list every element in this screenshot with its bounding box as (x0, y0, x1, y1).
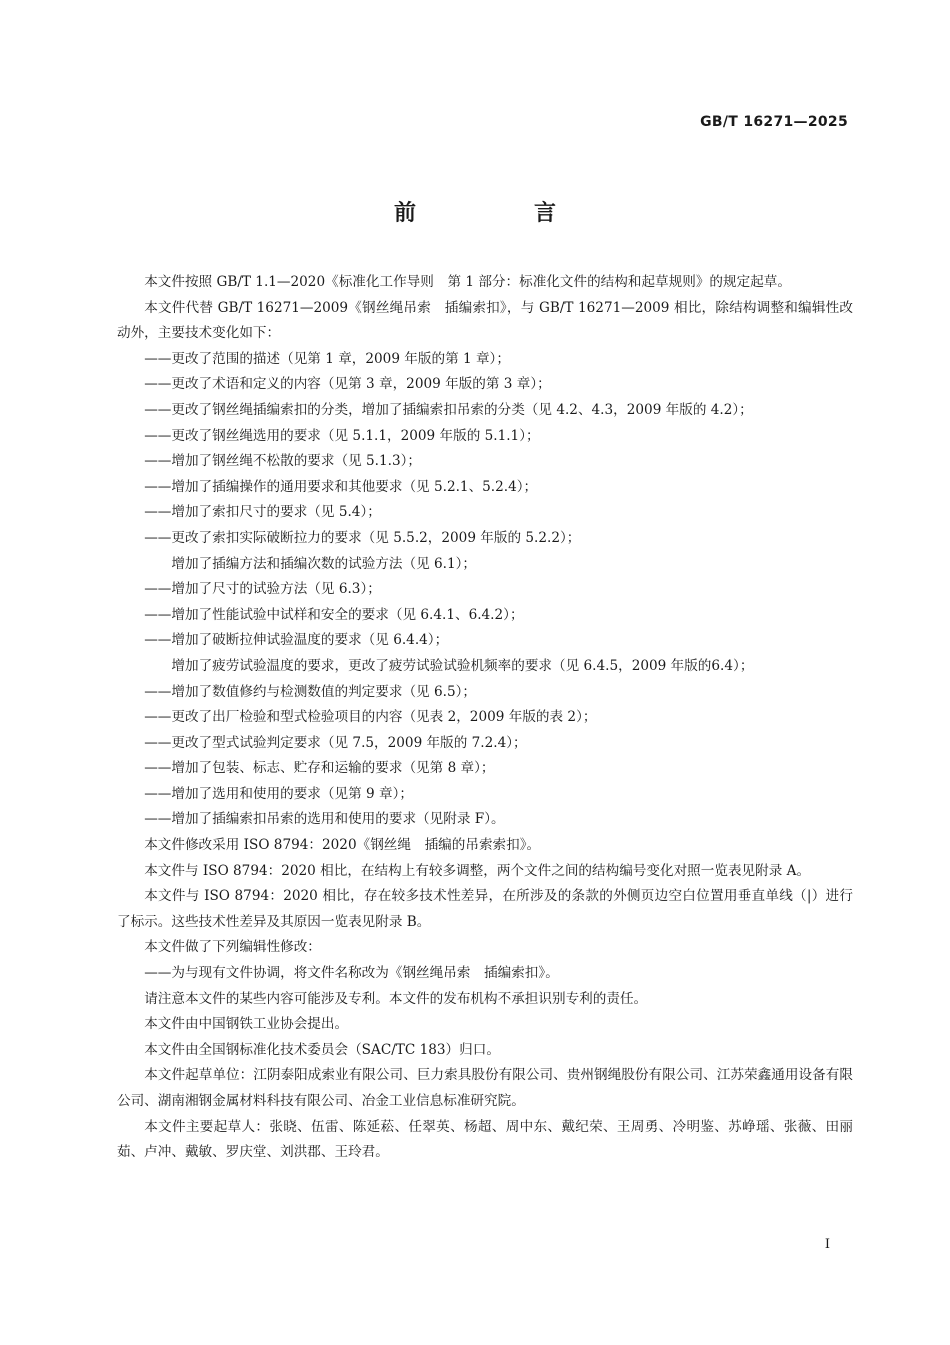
list-item: ——增加了钢丝绳不松散的要求（见 5.1.3）； (144, 453, 421, 470)
list-item: ——增加了插编索扣吊索的选用和使用的要求（见附录 F）。 (144, 811, 505, 828)
list-item: ——增加了性能试验中试样和安全的要求（见 6.4.1、6.4.2）； (144, 606, 524, 623)
paragraph-proposed-by: 本文件由中国钢铁工业协会提出。 (144, 1016, 349, 1033)
list-item: ——更改了型式试验判定要求（见 7.5，2009 年版的 7.2.4）； (144, 734, 527, 751)
paragraph-drafters: 本文件主要起草人：张晓、伍雷、陈延菘、任翠英、杨超、周中东、戴纪荣、王周勇、冷明鉴、苏峥瑶、张薇、田丽茹、卢冲、戴敏、罗庆堂、刘洪郡、王玲君。 (117, 1118, 853, 1161)
foreword-body (117, 270, 853, 1166)
paragraph-editorial-intro: 本文件做了下列编辑性修改： (144, 939, 321, 956)
paragraph-technical-diff: 本文件与 ISO 8794：2020 相比，存在较多技术性差异，在所涉及的条款的外侧页边空白位置用垂直单线（|）进行了标示。这些技术性差异及其原因一览表见附录 B。 (117, 888, 853, 930)
list-item: ——更改了范围的描述（见第 1 章，2009 年版的第 1 章）； (144, 350, 510, 367)
list-item: 增加了插编方法和插编次数的试验方法（见 6.1）； (171, 555, 476, 572)
list-item: ——更改了钢丝绳选用的要求（见 5.1.1，2009 年版的 5.1.1）； (144, 427, 540, 444)
list-item: ——更改了出厂检验和型式检验项目的内容（见表 2，2009 年版的表 2）； (144, 709, 597, 726)
list-item: ——增加了数值修约与检测数值的判定要求（见 6.5）； (144, 683, 476, 700)
list-item: ——增加了索扣尺寸的要求（见 5.4）； (144, 504, 381, 521)
standard-code: GB/T 16271—2025 (700, 114, 848, 130)
list-item: ——增加了插编操作的通用要求和其他要求（见 5.2.1、5.2.4）； (144, 478, 538, 495)
paragraph-replacement: 本文件代替 GB/T 16271—2009《钢丝绳吊索 插编索扣》，与 GB/T 16271—2009 相比，除结构调整和编辑性改动外，主要技术变化如下： (117, 299, 853, 342)
paragraph-drafting-rules: 本文件按照 GB/T 1.1—2020《标准化工作导则 第 1 部分：标准化文件的结构和起草规则》的规定起草。 (144, 274, 791, 290)
list-item: ——增加了选用和使用的要求（见第 9 章）； (144, 785, 413, 802)
paragraph-drafting-units: 本文件起草单位：江阴泰阳成索业有限公司、巨力索具股份有限公司、贵州钢绳股份有限公司、江苏荣鑫通用设备有限公司、湖南湘钢金属材料科技有限公司、冶金工业信息标准研究院。 (117, 1067, 853, 1109)
list-item: ——增加了尺寸的试验方法（见 6.3）； (144, 581, 381, 598)
list-item: ——增加了包装、标志、贮存和运输的要求（见第 8 章）； (144, 760, 495, 777)
page-number: I (824, 1237, 830, 1252)
list-item-editorial: ——为与现有文件协调，将文件名称改为《钢丝绳吊索 插编索扣》。 (144, 965, 559, 982)
paragraph-structure-diff: 本文件与 ISO 8794：2020 相比，在结构上有较多调整，两个文件之间的结构编号变化对照一览表见附录 A。 (144, 862, 811, 879)
page-title: 前 言 (393, 201, 604, 226)
paragraph-patent-notice: 请注意本文件的某些内容可能涉及专利。本文件的发布机构不承担识别专利的责任。 (144, 990, 648, 1007)
list-item: ——更改了术语和定义的内容（见第 3 章，2009 年版的第 3 章）； (144, 376, 551, 393)
list-item: ——更改了索扣实际破断拉力的要求（见 5.5.2，2009 年版的 5.2.2）； (144, 529, 581, 546)
paragraph-iso-adoption: 本文件修改采用 ISO 8794：2020《钢丝绳 插编的吊索索扣》。 (144, 837, 541, 854)
paragraph-technical-committee: 本文件由全国钢标准化技术委员会（SAC/TC 183）归口。 (144, 1041, 500, 1058)
list-item: 增加了疲劳试验温度的要求，更改了疲劳试验试验机频率的要求（见 6.4.5，2009 年版的6.4）； (171, 657, 754, 674)
list-item: ——增加了破断拉伸试验温度的要求（见 6.4.4）； (144, 632, 449, 649)
technical-changes-list (117, 347, 853, 833)
list-item: ——更改了钢丝绳插编索扣的分类，增加了插编索扣吊索的分类（见 4.2、4.3，2009 年版的 4.2）； (144, 401, 753, 418)
